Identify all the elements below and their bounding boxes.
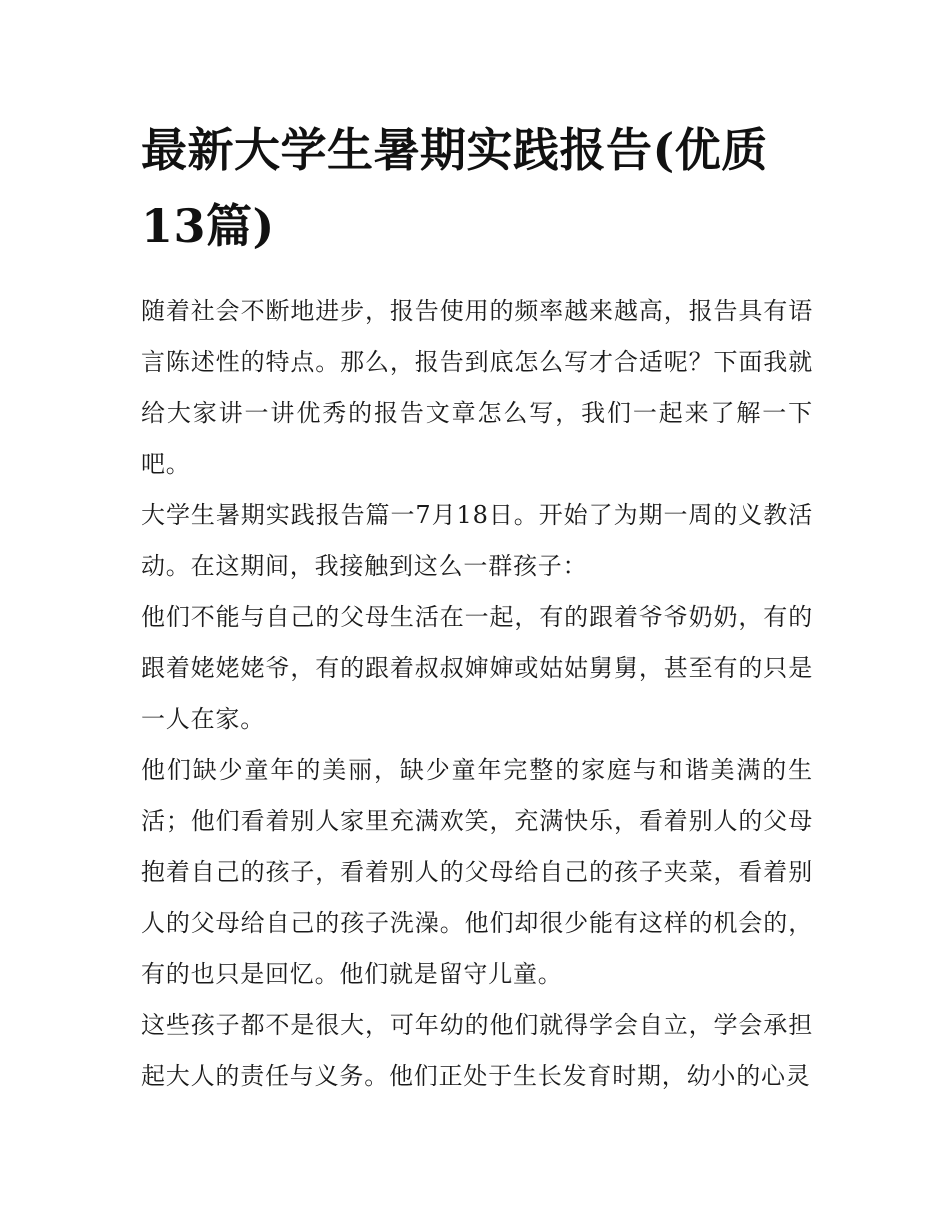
paragraph-children-lacking: 他们缺少童年的美丽，缺少童年完整的家庭与和谐美满的生活；他们看着别人家里充满欢笑，充满快乐，看着别人的父母抱着自己的孩子，看着别人的父母给自己的孩子夹菜，看着别人的父母给自己的孩子洗澡。他们却很少能有这样的机会的，有的也只是回忆。他们就是留守儿童。 (141, 756, 813, 988)
document-title: 最新大学生暑期实践报告(优质13篇) (141, 123, 768, 253)
paragraph-children-living: 他们不能与自己的父母生活在一起，有的跟着爷爷奶奶，有的跟着姥姥姥爷，有的跟着叔叔婶婶或姑姑舅舅，甚至有的只是一人在家。 (141, 603, 813, 733)
paragraph-report-start: 大学生暑期实践报告篇一7月18日。开始了为期一周的义教活动。在这期间，我接触到这么一群孩子： (141, 501, 813, 580)
paragraph-children-responsibility: 这些孩子都不是很大，可年幼的他们就得学会自立，学会承担起大人的责任与义务。他们正处于生长发育时期，幼小的心灵 (141, 1011, 813, 1090)
paragraph-intro: 随着社会不断地进步，报告使用的频率越来越高，报告具有语言陈述性的特点。那么，报告到底怎么写才合适呢？下面我就给大家讲一讲优秀的报告文章怎么写，我们一起来了解一下吧。 (141, 297, 813, 478)
document-body (141, 112, 813, 1102)
